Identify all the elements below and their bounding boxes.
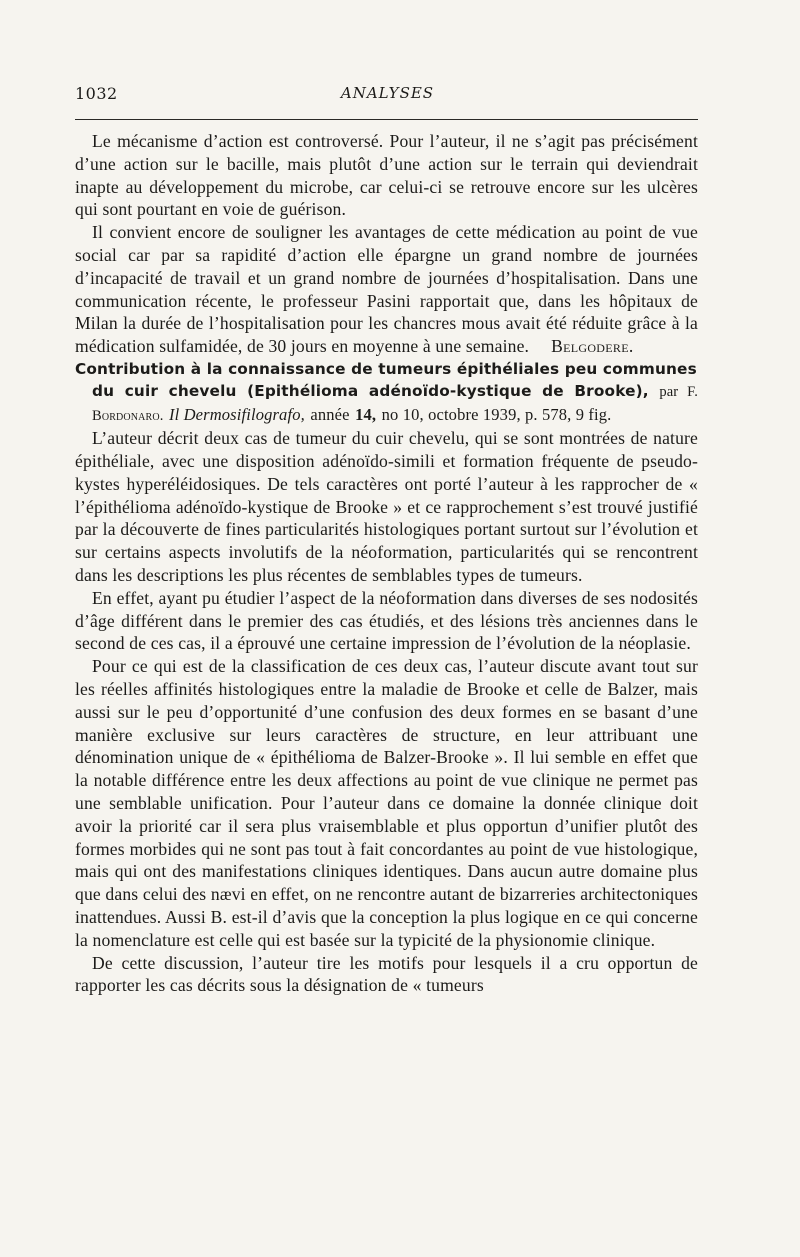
paragraph-conclusion: De cette discussion, l’auteur tire les motifs pour lesquels il a cru opportun de rapporter les cas décrits sous la désignation de « tumeurs (75, 952, 698, 996)
article-title-continuation (75, 380, 698, 427)
article-title-line1: Contribution à la connaissance de tumeurs épithéliales peu communes (75, 359, 697, 378)
paragraph-classification: Pour ce qui est de la classification de ces deux cas, l’auteur discute avant tout sur les réelles affinités histologiques entre la maladie de Brooke et celle de Balzer, mais aussi sur le peu d’opportunité d’une confusion des deux formes en se basant d’une manière exclusive sur leurs caractères de structure, en leur attribuant une dénomination unique de « épithélioma de Balzer-Brooke ». Il lui semble en effet que la notable différence entre les deux affections au point de vue clinique ne permet pas une semblable unification. Pour l’auteur dans ce domaine la donnée clinique doit avoir la priorité car il sera plus vraisemblable et plus opportun d’unifier plutôt des formes morbides qui ne sont pas tout à fait concordantes au point de vue histologique, mais qui ont des manifestations cliniques identiques. Dans aucun autre domaine plus que dans celui des nævi en effet, on ne rencontre autant de bizarreries architectoniques inattendues. Aussi B. est-il d’avis que la conception la plus logique en ce qui concerne la nomenclature est celle qui est basée sur la typicité de la physionomie clinique. (75, 656, 698, 950)
running-title: ANALYSES (340, 84, 435, 102)
article-issue-date: no 10, octobre 1939, p. 578, 9 fig. (381, 404, 612, 424)
paragraph-mechanism: Le mécanisme d’action est controversé. Pour l’auteur, il ne s’agit pas précisément d’une action sur le bacille, mais plutôt d’une action sur le terrain qui deviendrait inapte au développement du microbe, car celui-ci se retrouve encore sur les ulcères qui sont pourtant en voie de guérison. (75, 131, 698, 220)
article-author: Bordonaro. (92, 407, 164, 424)
article-journal: Il Dermosifilografo, (168, 404, 305, 424)
article-by: par F. (659, 384, 698, 401)
article-heading (75, 358, 698, 427)
paragraph-description: L’auteur décrit deux cas de tumeur du cuir chevelu, qui se sont montrées de nature épithéliale, avec une disposition adénoïdo-simili et formation fréquente de pseudo-kystes hyperéléidosiques. De tels caractères ont porté l’auteur à les rapprocher de « l’épithélioma adénoïdo-kystique de Brooke » et ce rapprochement s’est trouvé justifié par la découverte de fines particularités histologiques portant surtout sur l’évolution et sur certains aspects involutifs de la néoformation, particularités qui se rencontrent dans les descriptions les plus récentes de semblables types de tumeurs. (75, 428, 698, 585)
header-rule (75, 119, 698, 120)
page-header (75, 84, 700, 108)
review-signature: Belgodere. (551, 336, 634, 357)
article-title-line2: du cuir chevelu (Epithélioma adénoïdo-kystique de Brooke), (92, 382, 649, 401)
paragraph-evolution: En effet, ayant pu étudier l’aspect de la néoformation dans diverses de ses nodosités d’âge différent dans le premier des cas étudiés, et des lésions très anciennes dans le second de ces cas, il a éprouvé une certaine impression de l’évolution de la néoplasie. (75, 587, 698, 654)
article-year-label: année (310, 404, 350, 424)
paragraph-advantages (75, 221, 698, 358)
page-body (75, 130, 698, 997)
paragraph-advantages-text: Il convient encore de souligner les avantages de cette médication au point de vue social car par sa rapidité d’action elle épargne un grand nombre de journées d’incapacité de travail et un grand nombre de journées d’hospitalisation. Dans une communication récente, le professeur Pasini rapportait que, dans les hôpitaux de Milan la durée de l’hospitalisation pour les chancres mous avait été réduite grâce à la médication sulfamidée, de 30 jours en moyenne à une semaine. (75, 222, 698, 357)
page-number: 1032 (75, 84, 118, 103)
article-volume: 14, (355, 404, 377, 424)
